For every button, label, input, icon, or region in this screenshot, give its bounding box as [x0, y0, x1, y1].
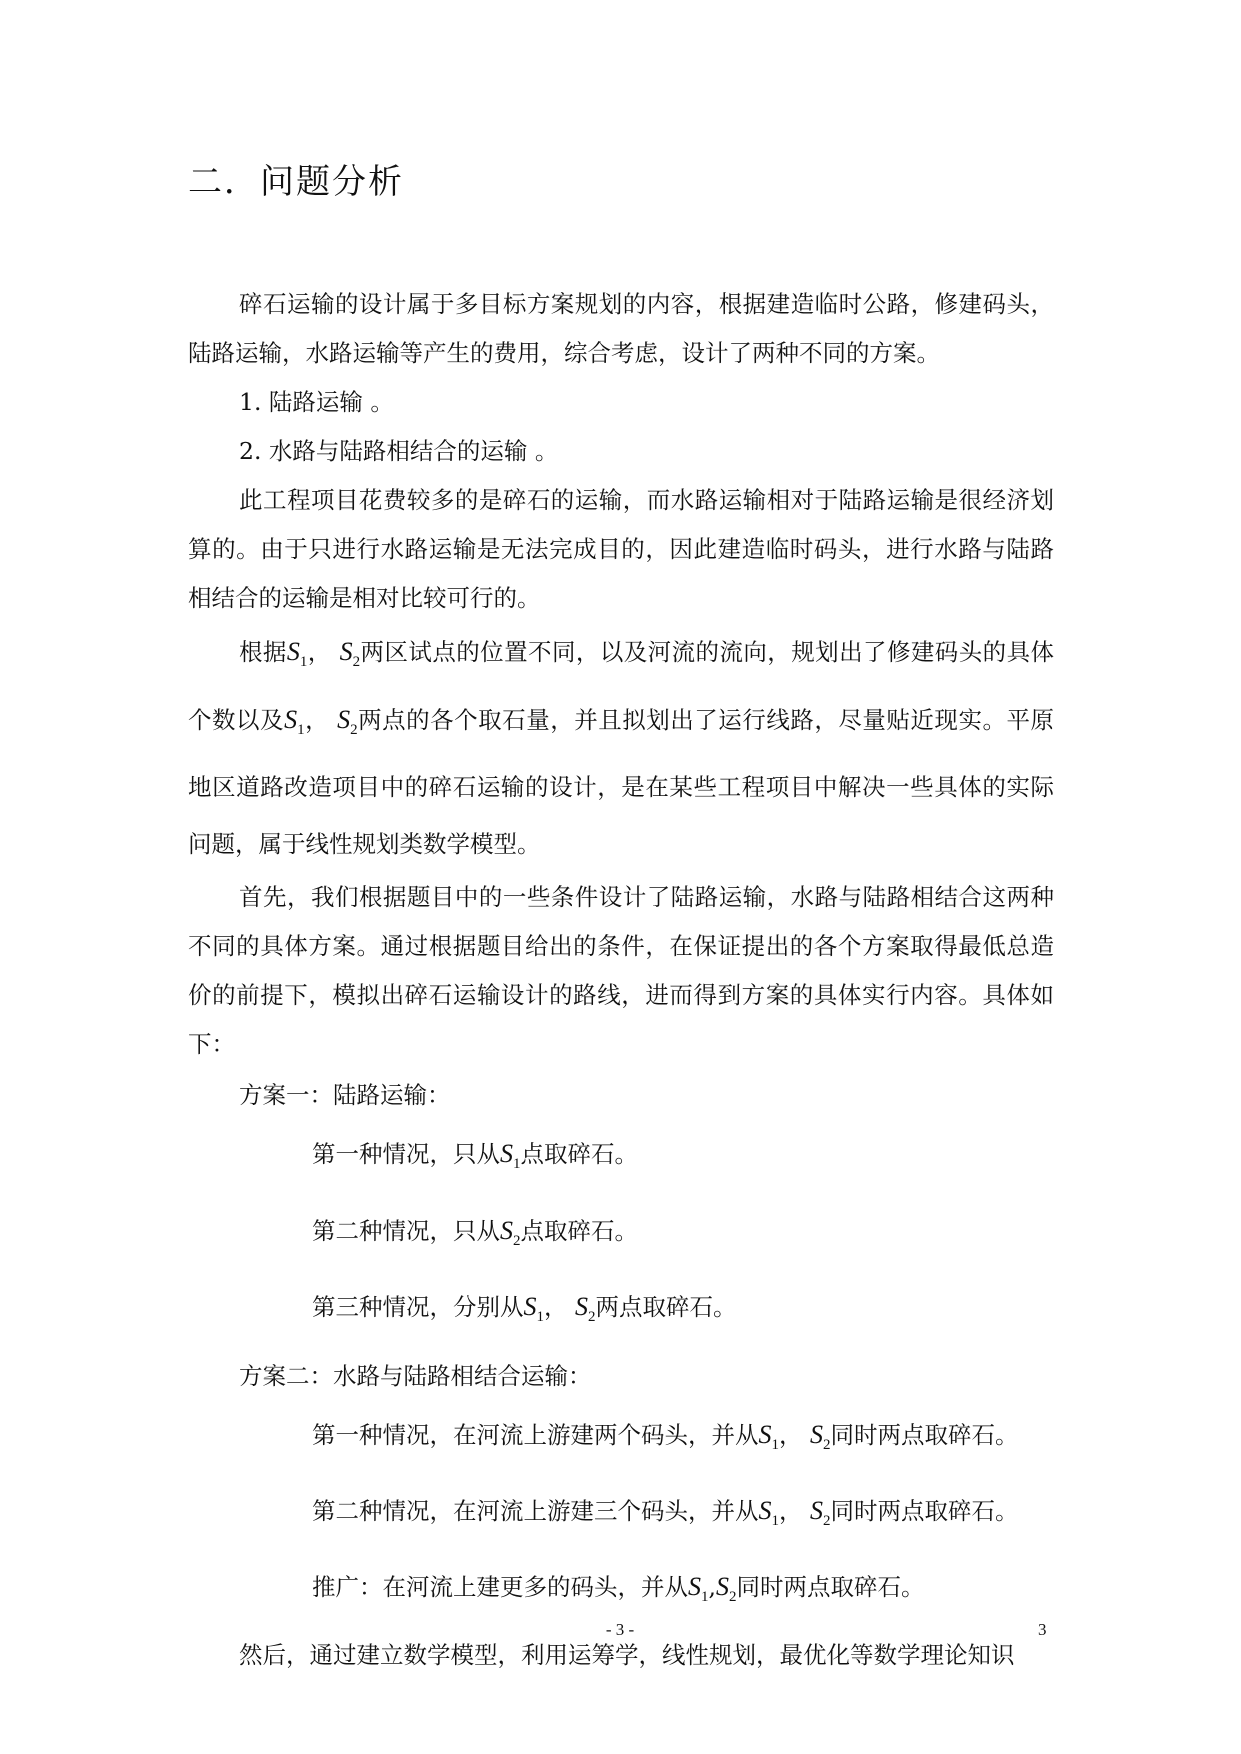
symbol-s1: $S_1$ [500, 1139, 521, 1173]
plan-one-case-1: 第一种情况，只从$S_1$点取碎石。 [312, 1139, 638, 1173]
paragraph-intro: 碎石运输的设计属于多目标方案规划的内容，根据建造临时公路，修建码头，陆路运输，水路运输等产生的费用，综合考虑，设计了两种不同的方案。 [188, 290, 1054, 367]
paragraph-plans: 首先，我们根据题目中的一些条件设计了陆路运输，水路与陆路相结合这两种不同的具体方案。通过根据题目给出的条件，在保证提出的各个方案取得最低总造价的前提下，模拟出碎石运输设计的路线，进而得到方案的具体实行内容。具体如下： [188, 883, 1054, 1059]
plan-two-title: 方案二：水路与陆路相结合运输： [239, 1361, 592, 1390]
symbol-s2: $S_2$ [574, 1291, 596, 1325]
symbol-s2: $S_2$ [339, 637, 361, 671]
page-number-right: 3 [1038, 1620, 1047, 1639]
plan-one-title: 方案一：陆路运输： [239, 1081, 451, 1110]
text-fragment: 两区试点的位置不同，以及河流的流向，规划出了修建码头的具体个数以及 [188, 638, 1055, 735]
text-fragment: 根据 [239, 638, 287, 666]
list-item-water-land: 2. 水路与陆路相结合的运输 。 [239, 437, 559, 465]
plan-one-case-2: 第二种情况，只从$S_2$点取碎石。 [312, 1215, 638, 1249]
symbol-s1: $S_1$ [688, 1572, 709, 1606]
plan-two-case-1: 第一种情况，在河流上游建两个码头，并从$S_1$， $S_2$同时两点取碎石。 [312, 1419, 1019, 1454]
paragraph-sites: 根据$S_1$， $S_2$两区试点的位置不同，以及河流的流向，规划出了修建码头的具体个数以及$S_1$， $S_2$两点的各个取石量，并且拟划出了运行线路，尽量贴近现实。平原地区道路改造项目中的碎石运输的设计，是在某些工程项目中解决一些具体的实际问题，属于线性规划类数学模型。 [188, 637, 1055, 859]
symbol-s1: $S_1$ [758, 1419, 779, 1454]
paragraph-model: 然后，通过建立数学模型，利用运筹学，线性规划，最优化等数学理论知识 [239, 1640, 1015, 1669]
symbol-s1: $S_1$ [284, 705, 305, 739]
symbol-s2: $S_2$ [500, 1215, 521, 1249]
section-heading: 二．问题分析 [188, 162, 404, 202]
symbol-s2: $S_2$ [337, 705, 358, 739]
list-item-land: 1. 陆路运输 。 [239, 388, 394, 416]
plan-one-case-3: 第三种情况，分别从$S_1$， $S_2$两点取碎石。 [312, 1291, 737, 1325]
symbol-s1: $S_1$ [758, 1496, 779, 1530]
text-fragment: 两点的各个取石量，并且拟划出了运行线路，尽量贴近现实。平原地区道路改造项目中的碎石运输的设计，是在某些工程项目中解决一些具体的实际问题，属于线性规划类数学模型。 [188, 706, 1054, 859]
symbol-s2: $S_2$ [809, 1496, 831, 1530]
symbol-s2: $S_2$ [715, 1572, 737, 1606]
page-number-center: - 3 - [605, 1620, 635, 1639]
symbol-s1: $S_1$ [286, 637, 308, 671]
plan-two-generalization: 推广：在河流上建更多的码头，并从$S_1,S_2$同时两点取碎石。 [312, 1572, 925, 1606]
symbol-s2: $S_2$ [809, 1419, 831, 1454]
document-body [188, 280, 1054, 1680]
symbol-s1: $S_1$ [523, 1291, 544, 1325]
paragraph-cost: 此工程项目花费较多的是碎石的运输，而水路运输相对于陆路运输是很经济划算的。由于只进行水路运输是无法完成目的，因此建造临时码头，进行水路与陆路相结合的运输是相对比较可行的。 [188, 486, 1054, 612]
plan-two-case-2: 第二种情况，在河流上游建三个码头，并从$S_1$， $S_2$同时两点取碎石。 [312, 1496, 1019, 1530]
